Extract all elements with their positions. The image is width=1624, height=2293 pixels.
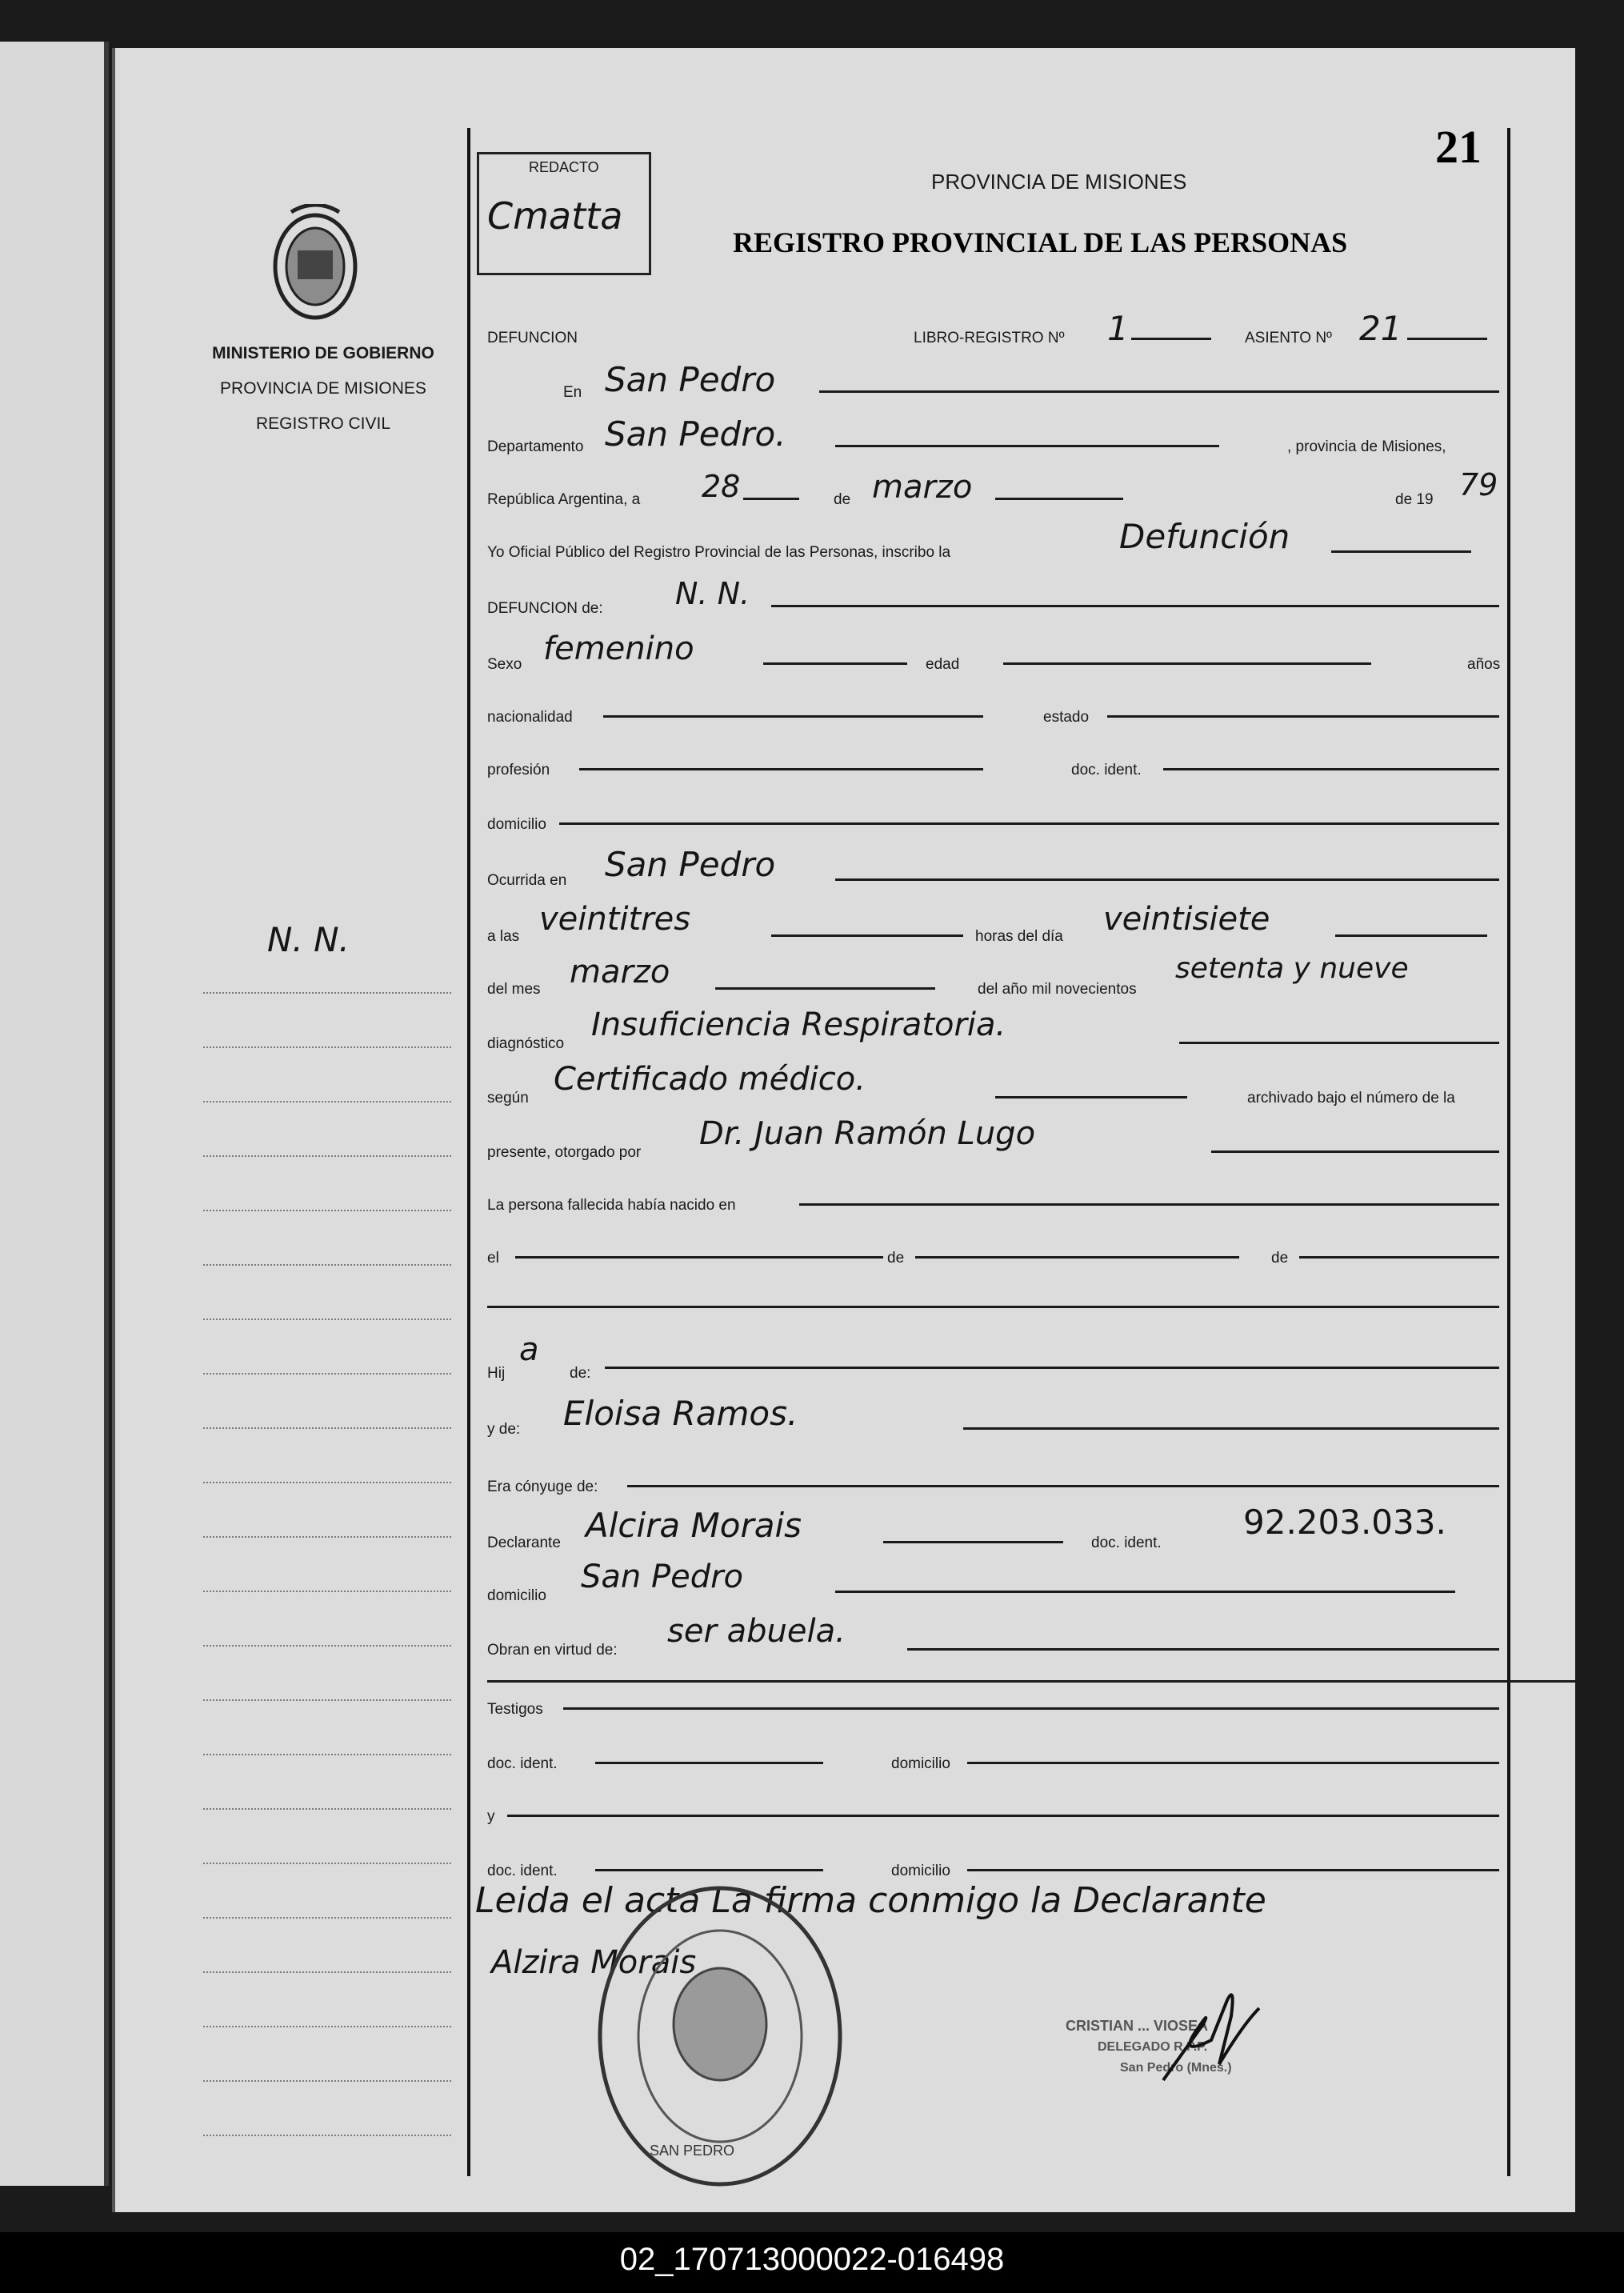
value-madre: Eloisa Ramos.	[563, 1394, 798, 1433]
officer-title: DELEGADO R.P.P.	[1098, 2040, 1208, 2054]
margin-dotted-line	[203, 1427, 451, 1429]
margin-dotted-line	[203, 1591, 451, 1592]
value-dia-texto: veintisiete	[1103, 901, 1270, 938]
label-conyuge: Era cónyuge de:	[487, 1479, 598, 1495]
label-horas: horas del día	[975, 928, 1063, 945]
label-testigo1-domicilio: domicilio	[891, 1755, 950, 1772]
value-asiento: 21	[1359, 309, 1402, 348]
redacto-box	[477, 152, 651, 275]
margin-dotted-line	[203, 992, 451, 994]
value-ano-texto: setenta y nueve	[1175, 952, 1409, 985]
closing-line-1: Leida el acta La firma conmigo la Declarante	[475, 1880, 1266, 1921]
footer-filename: 02_170713000022-016498	[619, 2242, 1005, 2277]
province-header: PROVINCIA DE MISIONES	[931, 170, 1187, 194]
label-del-mes: del mes	[487, 981, 541, 998]
label-hij-de: de:	[570, 1365, 591, 1382]
margin-dotted-line	[203, 1482, 451, 1483]
label-defuncion-de: DEFUNCION de:	[487, 600, 603, 617]
label-el-de1: de	[887, 1250, 905, 1267]
label-presente: presente, otorgado por	[487, 1144, 642, 1161]
officer-name: CRISTIAN ... VIOSEA	[1066, 2018, 1209, 2034]
label-sexo: Sexo	[487, 656, 522, 673]
value-del-mes: marzo	[570, 954, 670, 990]
margin-dotted-line	[203, 1971, 451, 1973]
label-y-de: y de:	[487, 1421, 521, 1438]
margin-dotted-line	[203, 2080, 451, 2082]
margin-dotted-line	[203, 1319, 451, 1320]
label-de19: de 19	[1395, 491, 1434, 508]
value-inscribo: Defunción	[1119, 517, 1290, 556]
value-declarante: Alcira Morais	[586, 1506, 802, 1545]
ministry-line1: MINISTERIO DE GOBIERNO	[212, 344, 434, 362]
value-en: San Pedro	[605, 360, 776, 399]
margin-dotted-line	[203, 2026, 451, 2027]
register-page	[112, 48, 1575, 2212]
label-del-ano: del año mil novecientos	[978, 981, 1137, 998]
label-departamento: Departamento	[487, 438, 584, 455]
value-otorgado: Dr. Juan Ramón Lugo	[699, 1115, 1036, 1152]
value-diagnostico: Insuficiencia Respiratoria.	[591, 1006, 1006, 1043]
margin-dotted-line	[203, 1863, 451, 1864]
label-asiento: ASIENTO Nº	[1245, 330, 1332, 346]
margin-rule	[467, 128, 470, 2176]
value-hij-suffix: a	[519, 1331, 539, 1368]
label-archivado: archivado bajo el número de la	[1247, 1090, 1455, 1106]
label-edad: edad	[926, 656, 960, 673]
label-republica: República Argentina, a	[487, 491, 641, 508]
label-testigos: Testigos	[487, 1701, 543, 1718]
label-nacionalidad: nacionalidad	[487, 709, 573, 726]
margin-dotted-line	[203, 1046, 451, 1048]
value-departamento: San Pedro.	[605, 414, 786, 454]
officer-place: San Pedro (Mnes.)	[1120, 2061, 1232, 2075]
label-testigo1-doc: doc. ident.	[487, 1755, 558, 1772]
ministry-line2: PROVINCIA DE MISIONES	[220, 379, 426, 398]
margin-dotted-line	[203, 1536, 451, 1538]
redacto-label: REDACTO	[529, 159, 599, 175]
margin-dotted-line	[203, 1808, 451, 1810]
label-anos: años	[1467, 656, 1501, 673]
label-estado: estado	[1043, 709, 1090, 726]
value-a-las: veintitres	[539, 901, 691, 938]
label-declarante-doc: doc. ident.	[1091, 1535, 1162, 1551]
label-hij: Hij	[487, 1365, 506, 1382]
label-domicilio: domicilio	[487, 816, 546, 833]
label-profesion: profesión	[487, 762, 550, 778]
label-provincia: , provincia de Misiones,	[1287, 438, 1446, 455]
label-de-mes: de	[834, 491, 851, 508]
label-a-las: a las	[487, 928, 520, 945]
label-en: En	[563, 384, 582, 401]
margin-dotted-line	[203, 1210, 451, 1211]
margin-dotted-line	[203, 1645, 451, 1647]
margin-dotted-line	[203, 1155, 451, 1157]
officer-signature	[1147, 1976, 1275, 2096]
ministry-line3: REGISTRO CIVIL	[255, 414, 391, 433]
label-segun: según	[487, 1090, 529, 1106]
label-el: el	[487, 1250, 499, 1267]
margin-dotted-line	[203, 1699, 451, 1701]
label-yo-oficial: Yo Oficial Público del Registro Provincial de las Personas, inscribo la	[487, 544, 951, 561]
label-defuncion: DEFUNCION	[487, 330, 578, 346]
margin-dotted-line	[203, 1264, 451, 1266]
closing-line-2: Alzira Morais	[491, 1944, 697, 1981]
value-obran: ser abuela.	[667, 1613, 846, 1650]
registry-header: REGISTRO PROVINCIAL DE LAS PERSONAS	[733, 226, 1348, 258]
margin-note: N. N.	[267, 920, 350, 959]
value-segun: Certificado médico.	[554, 1061, 866, 1098]
label-testigo2-domicilio: domicilio	[891, 1863, 950, 1879]
value-ocurrida: San Pedro	[605, 845, 776, 884]
label-ocurrida: Ocurrida en	[487, 872, 567, 889]
value-dia: 28	[702, 469, 741, 504]
label-libro: LIBRO-REGISTRO Nº	[914, 330, 1065, 346]
label-testigo-y: y	[487, 1808, 495, 1825]
value-libro: 1	[1107, 309, 1129, 348]
margin-dotted-line	[203, 1754, 451, 1755]
label-obran: Obran en virtud de:	[487, 1642, 618, 1659]
label-nacido: La persona fallecida había nacido en	[487, 1197, 736, 1214]
value-ano: 79	[1459, 467, 1498, 502]
label-declarante-domicilio: domicilio	[487, 1587, 546, 1604]
coat-of-arms-icon	[267, 204, 363, 324]
right-rule	[1507, 128, 1510, 2176]
margin-dotted-line	[203, 2135, 451, 2136]
margin-dotted-line	[203, 1101, 451, 1102]
value-mes: marzo	[872, 469, 973, 506]
label-diagnostico: diagnóstico	[487, 1035, 565, 1052]
label-testigo2-doc: doc. ident.	[487, 1863, 558, 1879]
left-page-edge	[0, 42, 109, 2186]
margin-dotted-line	[203, 1917, 451, 1919]
page-number: 21	[1435, 121, 1482, 173]
value-declarante-doc: 92.203.033.	[1243, 1503, 1446, 1542]
label-doc-ident: doc. ident.	[1071, 762, 1142, 778]
stamp-inner-text: SAN PEDRO	[650, 2143, 735, 2159]
label-el-de2: de	[1271, 1250, 1289, 1267]
value-sexo: femenino	[543, 630, 694, 667]
redacto-signature: Cmatta	[487, 194, 623, 238]
margin-dotted-line	[203, 1373, 451, 1375]
value-defuncion-de: N. N.	[675, 576, 750, 611]
value-declarante-domicilio: San Pedro	[581, 1559, 744, 1595]
label-declarante: Declarante	[487, 1535, 561, 1551]
